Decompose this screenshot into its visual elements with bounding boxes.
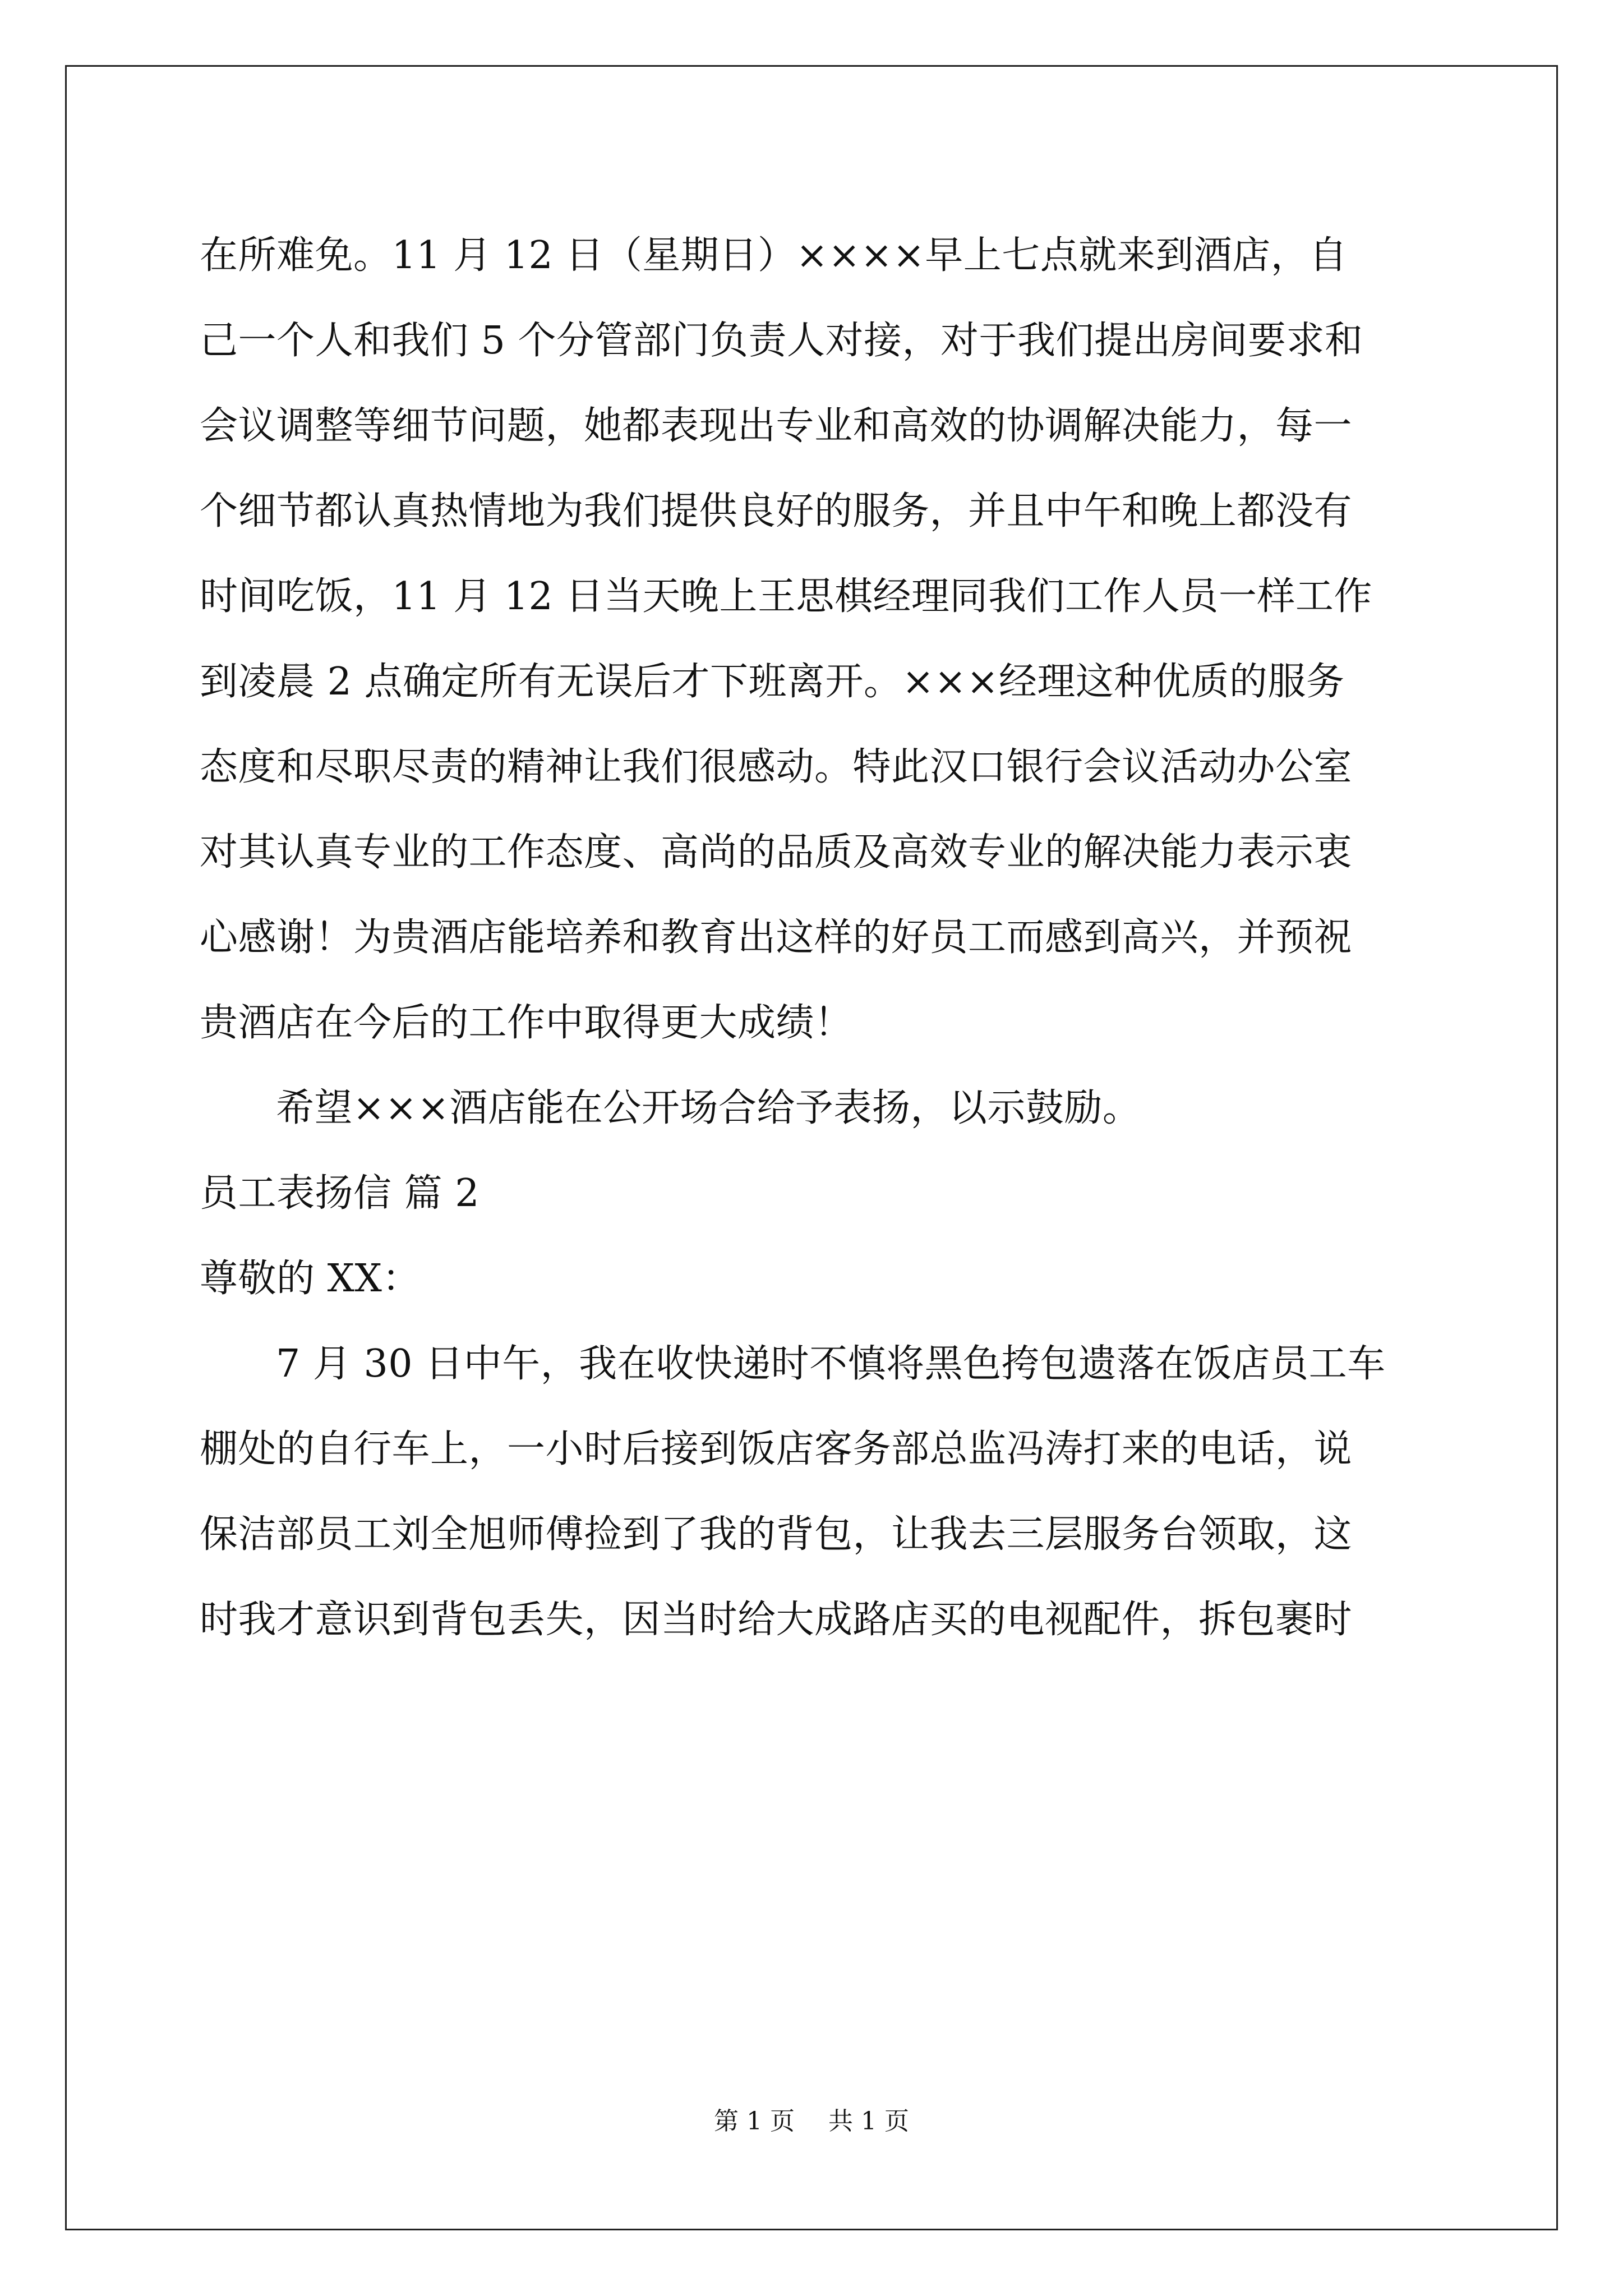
page-total: 共 1 页	[828, 2107, 909, 2136]
text-line-11: 希望×××酒店能在公开场合给予表扬，以示鼓励。	[276, 1086, 1141, 1130]
text-line-3: 会议调整等细节问题，她都表现出专业和高效的协调解决能力，每一	[200, 404, 1353, 448]
text-line-10: 贵酒店在今后的工作中取得更大成绩！	[200, 1001, 853, 1045]
page-footer	[0, 2105, 1623, 2138]
text-line-6: 到凌晨 2 点确定所有无误后才下班离开。×××经理这种优质的服务	[200, 660, 1345, 704]
text-line-2: 己一个人和我们 5 个分管部门负责人对接，对于我们提出房间要求和	[200, 319, 1363, 363]
text-line-8: 对其认真专业的工作态度、高尚的品质及高效专业的解决能力表示衷	[200, 830, 1353, 875]
text-line-5: 时间吃饭，11 月 12 日当天晚上王思棋经理同我们工作人员一样工作	[200, 574, 1372, 619]
salutation: 尊敬的 XX：	[200, 1257, 421, 1301]
text-line-9: 心感谢！为贵酒店能培养和教育出这样的好员工而感到高兴，并预祝	[200, 915, 1353, 960]
text-line-1: 在所难免。11 月 12 日（星期日）××××早上七点就来到酒店，自	[200, 233, 1348, 278]
text-line-16: 保洁部员工刘全旭师傅捡到了我的背包，让我去三层服务台领取，这	[200, 1512, 1353, 1557]
text-line-14: 7 月 30 日中午，我在收快递时不慎将黑色挎包遗落在饭店员工车	[276, 1342, 1386, 1386]
text-line-4: 个细节都认真热情地为我们提供良好的服务，并且中午和晚上都没有	[200, 489, 1353, 533]
page-number: 第 1 页	[714, 2107, 795, 2136]
text-line-7: 态度和尽职尽责的精神让我们很感动。特此汉口银行会议活动办公室	[200, 745, 1353, 789]
text-line-15: 棚处的自行车上，一小时后接到饭店客务部总监冯涛打来的电话，说	[200, 1427, 1353, 1471]
text-line-17: 时我才意识到背包丢失，因当时给大成路店买的电视配件，拆包裹时	[200, 1598, 1353, 1642]
section-heading: 员工表扬信 篇 2	[200, 1171, 479, 1216]
document-body	[200, 213, 1433, 1663]
